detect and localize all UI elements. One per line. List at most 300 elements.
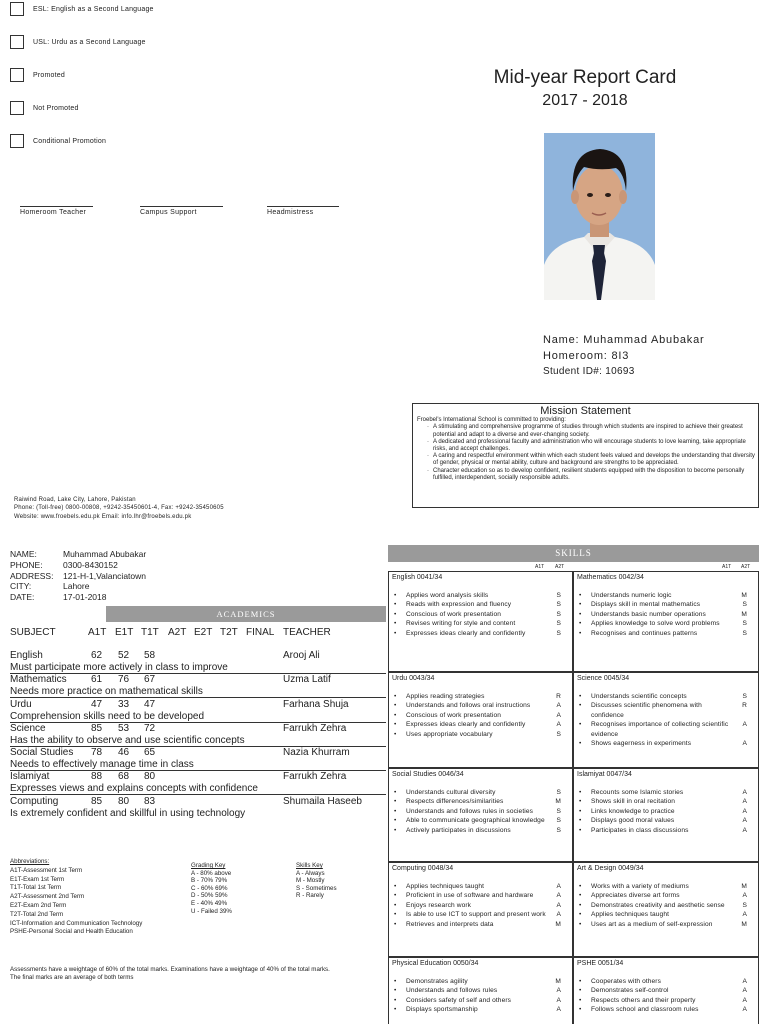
skill-text: Shows eagerness in experiments [591, 740, 692, 748]
skill-text: Uses appropriate vocabulary [406, 730, 493, 738]
subject-row-urdu [10, 699, 386, 723]
skill-grade: S [556, 592, 561, 599]
skill-item [406, 807, 572, 816]
address-web: Website: www.froebels.edu.pk Email: info.lhr@froebels.edu.pk [14, 513, 192, 520]
score-e1t: 33 [118, 699, 130, 710]
abbreviation-item: T2T-Total 2nd Term [10, 910, 64, 918]
skill-item [406, 901, 572, 910]
skill-grade: A [556, 996, 561, 1004]
address-phone: Phone: (Toll-free) 0800-00808, +9242-35450601-4, Fax: +9242-35450605 [14, 505, 224, 512]
info-value: 121-H-1,Valanciatown [63, 570, 146, 581]
subject-comment: Is extremely confident and skillful in using technology [10, 808, 246, 819]
score-a1t: 62 [91, 650, 103, 661]
skill-item [406, 629, 572, 638]
skill-text: Revises writing for style and content [406, 620, 516, 628]
school-address [14, 496, 224, 521]
skill-box [388, 571, 573, 672]
skill-grade: A [556, 987, 561, 995]
teacher-name: Farrukh Zehra [283, 771, 347, 782]
abbreviation-item: E1T-Exam 1st Term [10, 875, 65, 883]
score-t1t: 72 [144, 723, 156, 734]
skill-text: Enjoys research work [406, 901, 472, 909]
info-value: Lahore [63, 581, 90, 592]
teacher-name: Arooj Ali [283, 650, 320, 661]
skill-item [591, 816, 758, 825]
skill-grade: R [556, 693, 561, 700]
grading-key [191, 862, 232, 915]
skill-grade: A [742, 1006, 747, 1014]
skill-item [591, 807, 758, 816]
score-a1t: 61 [91, 674, 103, 685]
skill-box-title: PSHE 0051/34 [577, 960, 624, 967]
mission-list [413, 424, 758, 482]
skill-item [406, 701, 572, 710]
skill-item [591, 977, 758, 986]
skill-item [591, 720, 758, 739]
skill-item [591, 591, 758, 600]
skill-box-title: Art & Design 0049/34 [577, 865, 644, 872]
skill-item [591, 629, 758, 638]
col-e1t: E1T [115, 627, 134, 638]
skill-list [574, 977, 758, 1015]
skill-grade: A [556, 883, 561, 890]
skill-item [406, 720, 572, 729]
mission-item: · A caring and respectful environment within which each student feels valued and develops the understanding that diversity of gender, physical or mental ability, culture and background are strengths to be appreciated. [433, 453, 758, 467]
skill-grade: S [556, 629, 561, 637]
skill-item [406, 977, 572, 986]
skill-grade: S [556, 817, 561, 825]
mission-intro: Froebel's International School is committed to providing: [417, 417, 566, 423]
skill-grade: R [742, 702, 747, 710]
signature-label: Homeroom Teacher [20, 209, 87, 216]
checkbox-esl[interactable] [10, 2, 154, 16]
skill-text: Recognises importance of collecting scientific evidence [591, 721, 729, 738]
skill-text: Proficient in use of software and hardware [406, 892, 534, 900]
skill-grade: S [556, 730, 561, 738]
skill-text: Understands and follows rules in societies [406, 807, 533, 815]
skill-item [406, 797, 572, 806]
abbreviations [10, 858, 142, 937]
skill-grade: A [742, 798, 747, 806]
skill-grade: M [741, 610, 747, 618]
subject-row-mathematics [10, 674, 386, 698]
col-e2t: E2T [194, 627, 213, 638]
teacher-name: Farrukh Zehra [283, 723, 347, 734]
score-t1t: 67 [144, 674, 156, 685]
teacher-name: Uzma Latif [283, 674, 331, 685]
col-a1t: A1T [88, 627, 107, 638]
skill-item [591, 1005, 758, 1014]
signature-headmistress [267, 206, 339, 216]
student-details [543, 332, 704, 380]
skill-box-title: Computing 0048/34 [392, 865, 454, 872]
skill-text: Shows skill in oral recitation [591, 798, 675, 806]
assessment-note [10, 966, 386, 982]
checkbox-box[interactable] [10, 35, 24, 49]
skill-text: Understands scientific concepts [591, 693, 687, 700]
term-label-a1t: A1T [722, 564, 732, 570]
info-row [10, 571, 146, 582]
assessment-note-line: Assessments have a weightage of 60% of the total marks. Examinations have a weightage of 40% of the total marks. [10, 966, 330, 973]
abbreviation-item: A1T-Assessment 1st Term [10, 866, 83, 874]
skill-grade: M [741, 592, 747, 599]
skill-text: Recounts some Islamic stories [591, 789, 684, 796]
student-photo [544, 133, 655, 300]
subject-name: Islamiyat [10, 771, 50, 782]
skill-box-title: Islamiyat 0047/34 [577, 771, 632, 778]
grading-key-item: B - 70% 79% [191, 877, 228, 885]
info-row [10, 592, 146, 603]
skill-grade: M [555, 920, 561, 928]
skill-grade: A [556, 911, 561, 919]
skill-item [591, 826, 758, 835]
skill-item [406, 711, 572, 720]
skill-box [573, 672, 759, 768]
skill-text: Able to communicate geographical knowledge [406, 817, 545, 825]
subject-comment: Must participate more actively in class to improve [10, 662, 386, 674]
signature-label: Headmistress [267, 209, 314, 216]
skill-text: Conscious of work presentation [406, 711, 501, 719]
skills-key-title: Skills Key [296, 862, 323, 869]
checkbox-label: USL: Urdu as a Second Language [33, 38, 146, 46]
skill-item [591, 901, 758, 910]
term-label-a1t: A1T [535, 564, 545, 570]
info-row [10, 549, 146, 560]
skill-item [406, 730, 572, 739]
skill-grade: A [742, 826, 747, 834]
skill-item [406, 692, 572, 701]
checkbox-box[interactable] [10, 2, 24, 16]
skill-grade: S [556, 789, 561, 796]
skill-text: Understands and follows rules [406, 987, 498, 995]
skill-grade: M [555, 798, 561, 806]
skills-key-item: A - Always [296, 869, 325, 877]
skill-text: Applies knowledge to solve word problems [591, 620, 720, 628]
skill-text: Participates in class discussions [591, 826, 689, 834]
skill-item [591, 701, 758, 720]
skill-text: Understands cultural diversity [406, 789, 496, 796]
col-final: FINAL [246, 627, 275, 638]
skill-item [406, 986, 572, 995]
subject-comment: Needs more practice on mathematical skills [10, 686, 386, 698]
info-row [10, 581, 146, 592]
skill-list [389, 692, 572, 739]
subject-row-social-studies [10, 747, 386, 771]
info-key: CITY: [10, 581, 32, 592]
skills-key [296, 862, 337, 900]
skills-key-item: R - Rarely [296, 892, 324, 900]
score-a1t: 85 [91, 796, 103, 807]
skill-item [591, 619, 758, 628]
score-t1t: 65 [144, 747, 156, 758]
skill-item [591, 986, 758, 995]
skill-item [406, 788, 572, 797]
skill-item [591, 996, 758, 1005]
skill-grade: A [742, 978, 747, 985]
skill-text: Applies reading strategies [406, 693, 485, 700]
subject-row-science [10, 723, 386, 747]
score-e1t: 53 [118, 723, 130, 734]
abbreviation-item: T1T-Total 1st Term [10, 884, 62, 892]
teacher-name: Farhana Shuja [283, 699, 349, 710]
skill-list [389, 788, 572, 835]
checkbox-label: Promoted [33, 71, 65, 79]
address-line: Raiwind Road, Lake City, Lahore, Pakistan [14, 497, 136, 503]
score-e1t: 52 [118, 650, 130, 661]
skill-box [573, 957, 759, 1024]
skill-text: Cooperates with others [591, 978, 662, 985]
skills-key-item: M - Mostly [296, 877, 325, 885]
skill-grade: S [556, 826, 561, 834]
skill-grade: S [556, 620, 561, 628]
col-subject: SUBJECT [10, 627, 56, 638]
skill-text: Conscious of work presentation [406, 610, 501, 618]
checkbox-box[interactable] [10, 134, 24, 148]
checkbox-box[interactable] [10, 68, 24, 82]
skill-grade: A [742, 740, 747, 748]
term-label-a2t: A2T [741, 564, 751, 570]
score-a1t: 47 [91, 699, 103, 710]
skill-list [574, 882, 758, 929]
skill-text: Discusses scientific phenomena with confidence [591, 702, 702, 719]
skill-item [591, 788, 758, 797]
skill-box-title: English 0041/34 [392, 574, 443, 581]
skill-box [388, 862, 573, 957]
grading-key-item: C - 60% 69% [191, 884, 228, 892]
skill-item [406, 920, 572, 929]
info-value: Muhammad Abubakar [63, 549, 147, 559]
info-row [10, 560, 146, 571]
skill-grade: A [556, 711, 561, 719]
abbreviations-title: Abbreviations: [10, 858, 50, 865]
teacher-name: Shumaila Haseeb [283, 796, 362, 807]
skill-grade: A [742, 817, 747, 825]
skill-text: Links knowledge to practice [591, 807, 675, 815]
mission-item: · A stimulating and comprehensive programme of studies through which students are inspired to achieve their greatest potential and adapt to a diverse and ever-changing society. [433, 424, 758, 438]
subject-comment: Comprehension skills need to be developed [10, 711, 386, 723]
info-value: 17-01-2018 [63, 592, 107, 603]
checkbox-conditional-promotion[interactable] [10, 134, 106, 148]
skill-text: Recognises and continues patterns [591, 629, 698, 637]
skill-item [406, 816, 572, 825]
skill-grade: A [742, 996, 747, 1004]
signature-campus-support [140, 206, 223, 216]
grading-key-title: Grading Key [191, 862, 226, 869]
skill-item [591, 600, 758, 609]
student-name: Name: Muhammad Abubakar [543, 334, 705, 346]
skill-grade: A [556, 901, 561, 909]
skill-grade: S [742, 601, 747, 609]
skill-text: Understands basic number operations [591, 610, 706, 618]
skill-list [574, 591, 758, 638]
skill-text: Uses art as a medium of self-expression [591, 920, 713, 928]
subject-comment: Expresses views and explains concepts with confidence [10, 783, 386, 795]
score-t1t: 47 [144, 699, 156, 710]
grading-key-item: U - Failed 39% [191, 907, 232, 915]
skill-grade: A [742, 721, 747, 729]
skill-grade: S [742, 693, 747, 700]
skill-item [591, 891, 758, 900]
score-e1t: 68 [118, 771, 130, 782]
skill-list [574, 692, 758, 748]
skill-text: Is able to use ICT to support and present work [406, 911, 546, 919]
checkbox-box[interactable] [10, 101, 24, 115]
skill-item [406, 910, 572, 919]
subject-name: Computing [10, 796, 59, 807]
skill-grade: M [741, 883, 747, 890]
skill-box-title: Physical Education 0050/34 [392, 960, 479, 967]
skill-grade: S [556, 610, 561, 618]
skill-text: Respects differences/similarities [406, 798, 504, 806]
skill-text: Expresses ideas clearly and confidently [406, 721, 526, 729]
skill-text: Retrieves and interprets data [406, 920, 494, 928]
skill-item [406, 591, 572, 600]
skill-text: Respects others and their property [591, 996, 696, 1004]
skill-grade: S [742, 901, 747, 909]
skill-grade: A [742, 807, 747, 815]
skill-grade: A [556, 1006, 561, 1014]
student-info [10, 549, 146, 603]
score-a1t: 78 [91, 747, 103, 758]
skill-item [591, 797, 758, 806]
info-key: PHONE: [10, 559, 43, 570]
skill-text: Follows school and classroom rules [591, 1006, 699, 1014]
abbreviation-item: ICT-Information and Communication Technology [10, 919, 143, 927]
abbreviation-item: PSHE-Personal Social and Health Education [10, 928, 133, 936]
checkbox-promoted[interactable] [10, 68, 65, 82]
skill-box [573, 862, 759, 957]
info-value: 0300-8430152 [63, 559, 118, 570]
checkbox-usl[interactable] [10, 35, 146, 49]
signature-homeroom-teacher [20, 206, 93, 216]
report-title: Mid-year Report Card [493, 67, 677, 88]
skill-item [591, 610, 758, 619]
skill-grade: M [741, 920, 747, 928]
skill-grade: S [742, 629, 747, 637]
score-t1t: 83 [144, 796, 156, 807]
skill-item [406, 882, 572, 891]
skill-grade: A [556, 702, 561, 710]
info-key: DATE: [10, 592, 35, 603]
skill-text: Applies techniques taught [591, 911, 670, 919]
skill-text: Works with a variety of mediums [591, 883, 689, 890]
subject-name: Social Studies [10, 747, 74, 758]
mission-item: · A dedicated and professional faculty and administration who will encourage students to love learning, take appropriate risks, and accept challenges. [433, 439, 758, 453]
checkbox-label: Conditional Promotion [33, 137, 107, 145]
skill-list [389, 591, 572, 638]
skill-item [406, 610, 572, 619]
academics-header: ACADEMICS [106, 606, 386, 622]
skill-text: Understands and follows oral instructions [406, 702, 531, 710]
score-a1t: 85 [91, 723, 103, 734]
skill-text: Appreciates diverse art forms [591, 892, 680, 900]
score-e1t: 46 [118, 747, 130, 758]
assessment-note-line: The final marks are an average of both terms [10, 973, 134, 981]
skill-item [591, 910, 758, 919]
subject-row-computing [10, 796, 386, 820]
skill-text: Applies techniques taught [406, 883, 485, 890]
skill-item [406, 996, 572, 1005]
checkbox-not-promoted[interactable] [10, 101, 79, 115]
skill-box-title: Social Studies 0046/34 [392, 771, 464, 778]
skill-item [406, 891, 572, 900]
teacher-name: Nazia Khurram [283, 747, 350, 758]
skill-box-title: Mathematics 0042/34 [577, 574, 644, 581]
skill-grade: S [742, 620, 747, 628]
skill-item [406, 600, 572, 609]
subject-row-islamiyat [10, 771, 386, 795]
skill-grade: S [556, 807, 561, 815]
col-teacher: TEACHER [283, 627, 331, 638]
col-t2t: T2T [220, 627, 238, 638]
abbreviation-item: E2T-Exam 2nd Term [10, 901, 67, 909]
mission-statement [412, 403, 759, 508]
grading-key-item: A - 80% above [191, 869, 232, 877]
skill-item [591, 920, 758, 929]
skill-box [573, 768, 759, 862]
skill-grade: A [556, 721, 561, 729]
skill-text: Displays good moral values [591, 817, 675, 825]
skill-item [591, 739, 758, 748]
skill-item [591, 692, 758, 701]
academics-columns [10, 627, 386, 639]
score-t1t: 58 [144, 650, 156, 661]
skill-text: Applies word analysis skills [406, 592, 489, 599]
student-id: Student ID#: 10693 [543, 366, 635, 377]
skill-box-title: Science 0045/34 [577, 675, 630, 682]
skill-item [406, 619, 572, 628]
subject-name: Mathematics [10, 674, 67, 685]
skill-box [388, 672, 573, 768]
info-key: ADDRESS: [10, 570, 54, 581]
checkbox-label: ESL: English as a Second Language [33, 5, 154, 13]
signature-label: Campus Support [140, 209, 197, 216]
score-t1t: 80 [144, 771, 156, 782]
skills-header: SKILLS [388, 545, 759, 562]
abbreviation-item: A2T-Assessment 2nd Term [10, 893, 85, 901]
skill-grade: A [742, 987, 747, 995]
skill-text: Considers safety of self and others [406, 996, 512, 1004]
score-a1t: 88 [91, 771, 103, 782]
col-t1t: T1T [141, 627, 159, 638]
skill-grade: A [556, 892, 561, 900]
subject-name: English [10, 650, 43, 661]
skill-box [388, 957, 573, 1024]
grading-key-item: E - 40% 49% [191, 899, 228, 907]
col-a2t: A2T [168, 627, 187, 638]
mission-item: · Character education so as to develop confident, resilient students equipped with the disposition to become personally fulfilled, interdependent, socially responsible adults. [433, 468, 758, 482]
skill-text: Demonstrates creativity and aesthetic sense [591, 901, 725, 909]
subject-comment: Needs to effectively manage time in class [10, 759, 386, 771]
score-e1t: 80 [118, 796, 130, 807]
skill-list [389, 882, 572, 929]
skill-grade: M [555, 978, 561, 985]
subject-name: Urdu [10, 699, 32, 710]
skill-box-title: Urdu 0043/34 [392, 675, 435, 682]
report-year: 2017 - 2018 [542, 92, 628, 109]
skill-text: Demonstrates self-control [591, 987, 669, 995]
skill-box [388, 768, 573, 862]
term-label-a2t: A2T [555, 564, 565, 570]
report-title-block [460, 67, 710, 110]
skill-text: Expresses ideas clearly and confidently [406, 629, 526, 637]
info-key: NAME: [10, 549, 37, 559]
skill-grade: S [556, 601, 561, 609]
skill-text: Reads with expression and fluency [406, 601, 512, 609]
skill-item [591, 882, 758, 891]
subject-row-english [10, 650, 386, 674]
skill-item [406, 1005, 572, 1014]
